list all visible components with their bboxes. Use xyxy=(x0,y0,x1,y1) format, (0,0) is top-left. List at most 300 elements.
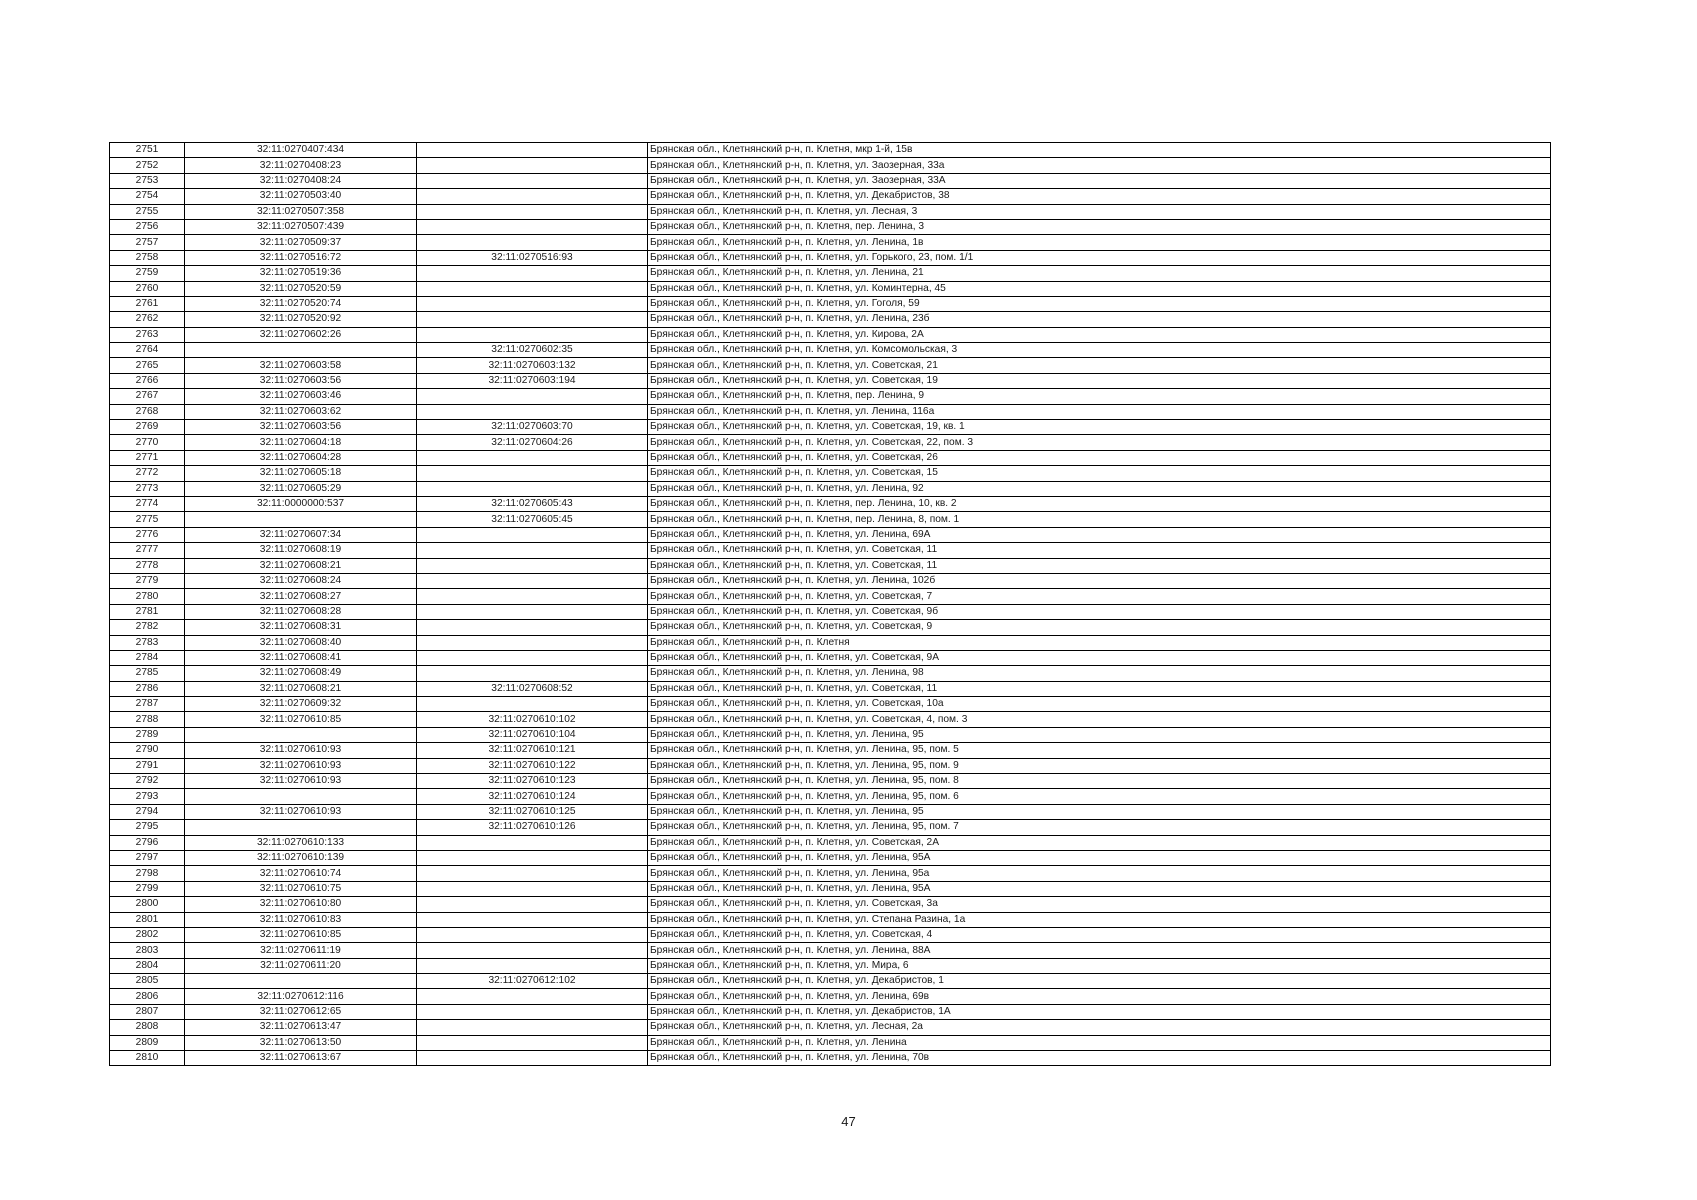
row-number-cell: 2787 xyxy=(110,697,185,712)
address-cell: Брянская обл., Клетнянский р-н, п. Клетня, ул. Советская, 19 xyxy=(648,373,1551,388)
table-body xyxy=(110,143,1551,1066)
cadastral-number-cell: 32:11:0270608:40 xyxy=(185,635,417,650)
row-number-cell: 2797 xyxy=(110,850,185,865)
cadastral-number-cell: 32:11:0270613:50 xyxy=(185,1035,417,1050)
row-number-cell: 2803 xyxy=(110,943,185,958)
row-number-cell: 2791 xyxy=(110,758,185,773)
table-row xyxy=(110,1004,1551,1019)
table-row xyxy=(110,881,1551,896)
table-row xyxy=(110,866,1551,881)
table-row xyxy=(110,681,1551,696)
related-cadastral-number-cell xyxy=(417,850,648,865)
related-cadastral-number-cell: 32:11:0270610:121 xyxy=(417,743,648,758)
cadastral-number-cell: 32:11:0270408:23 xyxy=(185,158,417,173)
table-row xyxy=(110,697,1551,712)
related-cadastral-number-cell xyxy=(417,1020,648,1035)
address-cell: Брянская обл., Клетнянский р-н, п. Клетня, ул. Коминтерна, 45 xyxy=(648,281,1551,296)
address-cell: Брянская обл., Клетнянский р-н, п. Клетня, ул. Советская, 19, кв. 1 xyxy=(648,420,1551,435)
row-number-cell: 2753 xyxy=(110,173,185,188)
row-number-cell: 2756 xyxy=(110,219,185,234)
related-cadastral-number-cell: 32:11:0270603:132 xyxy=(417,358,648,373)
table-row xyxy=(110,635,1551,650)
address-cell: Брянская обл., Клетнянский р-н, п. Клетня, ул. Декабристов, 38 xyxy=(648,189,1551,204)
cadastral-number-cell: 32:11:0270610:75 xyxy=(185,881,417,896)
table-row xyxy=(110,927,1551,942)
related-cadastral-number-cell: 32:11:0270610:126 xyxy=(417,820,648,835)
related-cadastral-number-cell xyxy=(417,404,648,419)
related-cadastral-number-cell xyxy=(417,481,648,496)
cadastral-number-cell xyxy=(185,343,417,358)
table-row xyxy=(110,1020,1551,1035)
address-cell: Брянская обл., Клетнянский р-н, п. Клетня, ул. Ленина, 98 xyxy=(648,666,1551,681)
table-row xyxy=(110,789,1551,804)
row-number-cell: 2775 xyxy=(110,512,185,527)
table-row xyxy=(110,727,1551,742)
address-cell: Брянская обл., Клетнянский р-н, п. Клетня, ул. Советская, 11 xyxy=(648,558,1551,573)
address-cell: Брянская обл., Клетнянский р-н, п. Клетня, ул. Ленина, 95а xyxy=(648,866,1551,881)
table-row xyxy=(110,219,1551,234)
row-number-cell: 2771 xyxy=(110,450,185,465)
row-number-cell: 2795 xyxy=(110,820,185,835)
table-row xyxy=(110,466,1551,481)
cadastral-number-cell: 32:11:0270608:41 xyxy=(185,650,417,665)
table-row xyxy=(110,850,1551,865)
table-row xyxy=(110,604,1551,619)
row-number-cell: 2751 xyxy=(110,143,185,158)
related-cadastral-number-cell: 32:11:0270610:125 xyxy=(417,804,648,819)
table-row xyxy=(110,143,1551,158)
cadastral-table xyxy=(109,142,1551,1066)
table-row xyxy=(110,204,1551,219)
related-cadastral-number-cell xyxy=(417,312,648,327)
row-number-cell: 2781 xyxy=(110,604,185,619)
table-row xyxy=(110,358,1551,373)
address-cell: Брянская обл., Клетнянский р-н, п. Клетня, ул. Горького, 23, пом. 1/1 xyxy=(648,250,1551,265)
address-cell: Брянская обл., Клетнянский р-н, п. Клетня, ул. Ленина, 92 xyxy=(648,481,1551,496)
table-row xyxy=(110,496,1551,511)
address-cell: Брянская обл., Клетнянский р-н, п. Клетня, ул. Ленина, 95А xyxy=(648,850,1551,865)
address-cell: Брянская обл., Клетнянский р-н, п. Клетня, ул. Советская, 7 xyxy=(648,589,1551,604)
related-cadastral-number-cell xyxy=(417,466,648,481)
cadastral-number-cell: 32:11:0270603:62 xyxy=(185,404,417,419)
table-row xyxy=(110,327,1551,342)
table-row xyxy=(110,266,1551,281)
table-row xyxy=(110,666,1551,681)
cadastral-number-cell: 32:11:0270407:434 xyxy=(185,143,417,158)
row-number-cell: 2783 xyxy=(110,635,185,650)
cadastral-number-cell: 32:11:0270610:85 xyxy=(185,927,417,942)
address-cell: Брянская обл., Клетнянский р-н, п. Клетня, ул. Советская, 21 xyxy=(648,358,1551,373)
cadastral-number-cell: 32:11:0270610:133 xyxy=(185,835,417,850)
cadastral-number-cell xyxy=(185,727,417,742)
address-cell: Брянская обл., Клетнянский р-н, п. Клетня, ул. Советская, 9 xyxy=(648,620,1551,635)
table-row xyxy=(110,435,1551,450)
row-number-cell: 2789 xyxy=(110,727,185,742)
table-row xyxy=(110,573,1551,588)
address-cell: Брянская обл., Клетнянский р-н, п. Клетня, ул. Советская, 11 xyxy=(648,681,1551,696)
related-cadastral-number-cell xyxy=(417,697,648,712)
table-row xyxy=(110,835,1551,850)
row-number-cell: 2780 xyxy=(110,589,185,604)
cadastral-number-cell: 32:11:0270608:28 xyxy=(185,604,417,619)
table-row xyxy=(110,743,1551,758)
address-cell: Брянская обл., Клетнянский р-н, п. Клетня, ул. Советская, 4 xyxy=(648,927,1551,942)
address-cell: Брянская обл., Клетнянский р-н, п. Клетня, ул. Ленина, 95, пом. 6 xyxy=(648,789,1551,804)
table-row xyxy=(110,404,1551,419)
cadastral-number-cell xyxy=(185,512,417,527)
related-cadastral-number-cell xyxy=(417,1004,648,1019)
related-cadastral-number-cell xyxy=(417,989,648,1004)
table-row xyxy=(110,343,1551,358)
cadastral-number-cell xyxy=(185,789,417,804)
row-number-cell: 2776 xyxy=(110,527,185,542)
table-row xyxy=(110,373,1551,388)
related-cadastral-number-cell: 32:11:0270612:102 xyxy=(417,974,648,989)
table-row xyxy=(110,389,1551,404)
cadastral-number-cell: 32:11:0270604:18 xyxy=(185,435,417,450)
row-number-cell: 2798 xyxy=(110,866,185,881)
row-number-cell: 2754 xyxy=(110,189,185,204)
address-cell: Брянская обл., Клетнянский р-н, п. Клетня xyxy=(648,635,1551,650)
related-cadastral-number-cell xyxy=(417,143,648,158)
related-cadastral-number-cell xyxy=(417,897,648,912)
row-number-cell: 2764 xyxy=(110,343,185,358)
address-cell: Брянская обл., Клетнянский р-н, п. Клетня, ул. Декабристов, 1А xyxy=(648,1004,1551,1019)
row-number-cell: 2762 xyxy=(110,312,185,327)
address-cell: Брянская обл., Клетнянский р-н, п. Клетня, ул. Степана Разина, 1а xyxy=(648,912,1551,927)
cadastral-number-cell: 32:11:0270609:32 xyxy=(185,697,417,712)
cadastral-number-cell: 32:11:0270613:47 xyxy=(185,1020,417,1035)
related-cadastral-number-cell: 32:11:0270610:123 xyxy=(417,774,648,789)
address-cell: Брянская обл., Клетнянский р-н, п. Клетня, мкр 1-й, 15в xyxy=(648,143,1551,158)
table-row xyxy=(110,712,1551,727)
cadastral-number-cell: 32:11:0270507:439 xyxy=(185,219,417,234)
row-number-cell: 2765 xyxy=(110,358,185,373)
cadastral-number-cell: 32:11:0270608:21 xyxy=(185,681,417,696)
related-cadastral-number-cell: 32:11:0270608:52 xyxy=(417,681,648,696)
address-cell: Брянская обл., Клетнянский р-н, п. Клетня, ул. Советская, 2А xyxy=(648,835,1551,850)
row-number-cell: 2778 xyxy=(110,558,185,573)
cadastral-number-cell: 32:11:0270613:67 xyxy=(185,1051,417,1066)
table-row xyxy=(110,189,1551,204)
address-cell: Брянская обл., Клетнянский р-н, п. Клетня, ул. Декабристов, 1 xyxy=(648,974,1551,989)
cadastral-number-cell: 32:11:0270603:46 xyxy=(185,389,417,404)
row-number-cell: 2767 xyxy=(110,389,185,404)
cadastral-number-cell: 32:11:0270610:80 xyxy=(185,897,417,912)
row-number-cell: 2807 xyxy=(110,1004,185,1019)
row-number-cell: 2804 xyxy=(110,958,185,973)
cadastral-number-cell: 32:11:0270610:93 xyxy=(185,743,417,758)
table-row xyxy=(110,281,1551,296)
address-cell: Брянская обл., Клетнянский р-н, п. Клетня, ул. Ленина, 88А xyxy=(648,943,1551,958)
table-row xyxy=(110,804,1551,819)
cadastral-number-cell: 32:11:0270603:56 xyxy=(185,373,417,388)
related-cadastral-number-cell: 32:11:0270603:194 xyxy=(417,373,648,388)
related-cadastral-number-cell xyxy=(417,866,648,881)
related-cadastral-number-cell xyxy=(417,219,648,234)
table-row xyxy=(110,173,1551,188)
table-row xyxy=(110,589,1551,604)
row-number-cell: 2786 xyxy=(110,681,185,696)
related-cadastral-number-cell xyxy=(417,650,648,665)
related-cadastral-number-cell: 32:11:0270610:104 xyxy=(417,727,648,742)
address-cell: Брянская обл., Клетнянский р-н, п. Клетня, ул. Ленина, 21 xyxy=(648,266,1551,281)
cadastral-number-cell: 32:11:0270408:24 xyxy=(185,173,417,188)
row-number-cell: 2759 xyxy=(110,266,185,281)
address-cell: Брянская обл., Клетнянский р-н, п. Клетня, ул. Советская, 9б xyxy=(648,604,1551,619)
table-row xyxy=(110,420,1551,435)
related-cadastral-number-cell xyxy=(417,327,648,342)
related-cadastral-number-cell xyxy=(417,1035,648,1050)
cadastral-number-cell: 32:11:0270603:56 xyxy=(185,420,417,435)
related-cadastral-number-cell xyxy=(417,173,648,188)
table-row xyxy=(110,943,1551,958)
related-cadastral-number-cell: 32:11:0270610:102 xyxy=(417,712,648,727)
table-row xyxy=(110,620,1551,635)
address-cell: Брянская обл., Клетнянский р-н, п. Клетня, ул. Заозерная, 33а xyxy=(648,158,1551,173)
cadastral-number-cell: 32:11:0270605:18 xyxy=(185,466,417,481)
row-number-cell: 2774 xyxy=(110,496,185,511)
cadastral-number-cell: 32:11:0270520:74 xyxy=(185,296,417,311)
address-cell: Брянская обл., Клетнянский р-н, п. Клетня, ул. Советская, 9А xyxy=(648,650,1551,665)
row-number-cell: 2770 xyxy=(110,435,185,450)
cadastral-number-cell: 32:11:0270610:93 xyxy=(185,758,417,773)
row-number-cell: 2760 xyxy=(110,281,185,296)
row-number-cell: 2777 xyxy=(110,543,185,558)
row-number-cell: 2769 xyxy=(110,420,185,435)
related-cadastral-number-cell: 32:11:0270610:122 xyxy=(417,758,648,773)
cadastral-number-cell: 32:11:0270520:92 xyxy=(185,312,417,327)
row-number-cell: 2772 xyxy=(110,466,185,481)
page-number: 47 xyxy=(841,1114,856,1129)
address-cell: Брянская обл., Клетнянский р-н, п. Клетня, ул. Мира, 6 xyxy=(648,958,1551,973)
cadastral-number-cell: 32:11:0270612:116 xyxy=(185,989,417,1004)
related-cadastral-number-cell xyxy=(417,912,648,927)
address-cell: Брянская обл., Клетнянский р-н, п. Клетня, пер. Ленина, 9 xyxy=(648,389,1551,404)
related-cadastral-number-cell: 32:11:0270610:124 xyxy=(417,789,648,804)
cadastral-number-cell: 32:11:0270610:85 xyxy=(185,712,417,727)
cadastral-number-cell: 32:11:0270520:59 xyxy=(185,281,417,296)
row-number-cell: 2809 xyxy=(110,1035,185,1050)
address-cell: Брянская обл., Клетнянский р-н, п. Клетня, ул. Ленина, 23б xyxy=(648,312,1551,327)
related-cadastral-number-cell xyxy=(417,389,648,404)
address-cell: Брянская обл., Клетнянский р-н, п. Клетня, ул. Ленина, 1в xyxy=(648,235,1551,250)
table-row xyxy=(110,989,1551,1004)
row-number-cell: 2799 xyxy=(110,881,185,896)
cadastral-number-cell: 32:11:0270507:358 xyxy=(185,204,417,219)
table-row xyxy=(110,758,1551,773)
row-number-cell: 2758 xyxy=(110,250,185,265)
row-number-cell: 2793 xyxy=(110,789,185,804)
related-cadastral-number-cell xyxy=(417,589,648,604)
cadastral-number-cell: 32:11:0270605:29 xyxy=(185,481,417,496)
table-row xyxy=(110,820,1551,835)
related-cadastral-number-cell: 32:11:0270516:93 xyxy=(417,250,648,265)
row-number-cell: 2782 xyxy=(110,620,185,635)
address-cell: Брянская обл., Клетнянский р-н, п. Клетня, ул. Комсомольская, 3 xyxy=(648,343,1551,358)
related-cadastral-number-cell xyxy=(417,266,648,281)
related-cadastral-number-cell xyxy=(417,604,648,619)
address-cell: Брянская обл., Клетнянский р-н, п. Клетня, ул. Заозерная, 33А xyxy=(648,173,1551,188)
table-row xyxy=(110,958,1551,973)
row-number-cell: 2792 xyxy=(110,774,185,789)
cadastral-number-cell: 32:11:0270603:58 xyxy=(185,358,417,373)
table-row xyxy=(110,512,1551,527)
address-cell: Брянская обл., Клетнянский р-н, п. Клетня, пер. Ленина, 10, кв. 2 xyxy=(648,496,1551,511)
related-cadastral-number-cell xyxy=(417,835,648,850)
address-cell: Брянская обл., Клетнянский р-н, п. Клетня, ул. Ленина, 95 xyxy=(648,804,1551,819)
address-cell: Брянская обл., Клетнянский р-н, п. Клетня, ул. Лесная, 2а xyxy=(648,1020,1551,1035)
cadastral-number-cell xyxy=(185,820,417,835)
row-number-cell: 2800 xyxy=(110,897,185,912)
address-cell: Брянская обл., Клетнянский р-н, п. Клетня, ул. Кирова, 2А xyxy=(648,327,1551,342)
row-number-cell: 2773 xyxy=(110,481,185,496)
address-cell: Брянская обл., Клетнянский р-н, п. Клетня, ул. Советская, 4, пом. 3 xyxy=(648,712,1551,727)
address-cell: Брянская обл., Клетнянский р-н, п. Клетня, ул. Советская, 11 xyxy=(648,543,1551,558)
address-cell: Брянская обл., Клетнянский р-н, п. Клетня, ул. Ленина, 95, пом. 9 xyxy=(648,758,1551,773)
related-cadastral-number-cell xyxy=(417,296,648,311)
row-number-cell: 2796 xyxy=(110,835,185,850)
cadastral-number-cell xyxy=(185,974,417,989)
row-number-cell: 2801 xyxy=(110,912,185,927)
cadastral-number-cell: 32:11:0270519:36 xyxy=(185,266,417,281)
table-row xyxy=(110,158,1551,173)
related-cadastral-number-cell xyxy=(417,158,648,173)
row-number-cell: 2808 xyxy=(110,1020,185,1035)
related-cadastral-number-cell xyxy=(417,450,648,465)
row-number-cell: 2755 xyxy=(110,204,185,219)
row-number-cell: 2794 xyxy=(110,804,185,819)
row-number-cell: 2779 xyxy=(110,573,185,588)
related-cadastral-number-cell xyxy=(417,958,648,973)
related-cadastral-number-cell xyxy=(417,927,648,942)
table-row xyxy=(110,235,1551,250)
address-cell: Брянская обл., Клетнянский р-н, п. Клетня, ул. Советская, 26 xyxy=(648,450,1551,465)
row-number-cell: 2766 xyxy=(110,373,185,388)
row-number-cell: 2785 xyxy=(110,666,185,681)
address-cell: Брянская обл., Клетнянский р-н, п. Клетня, пер. Ленина, 8, пом. 1 xyxy=(648,512,1551,527)
address-cell: Брянская обл., Клетнянский р-н, п. Клетня, ул. Лесная, 3 xyxy=(648,204,1551,219)
cadastral-number-cell: 32:11:0270608:27 xyxy=(185,589,417,604)
address-cell: Брянская обл., Клетнянский р-н, п. Клетня, ул. Ленина, 95 xyxy=(648,727,1551,742)
row-number-cell: 2761 xyxy=(110,296,185,311)
cadastral-number-cell: 32:11:0270608:49 xyxy=(185,666,417,681)
row-number-cell: 2768 xyxy=(110,404,185,419)
cadastral-number-cell: 32:11:0270610:74 xyxy=(185,866,417,881)
cadastral-number-cell: 32:11:0270608:19 xyxy=(185,543,417,558)
table-row xyxy=(110,1051,1551,1066)
cadastral-number-cell: 32:11:0270604:28 xyxy=(185,450,417,465)
related-cadastral-number-cell xyxy=(417,527,648,542)
table-row xyxy=(110,650,1551,665)
cadastral-number-cell: 32:11:0270608:31 xyxy=(185,620,417,635)
table-row xyxy=(110,250,1551,265)
cadastral-number-cell: 32:11:0000000:537 xyxy=(185,496,417,511)
related-cadastral-number-cell xyxy=(417,189,648,204)
address-cell: Брянская обл., Клетнянский р-н, п. Клетня, пер. Ленина, 3 xyxy=(648,219,1551,234)
cadastral-number-cell: 32:11:0270503:40 xyxy=(185,189,417,204)
related-cadastral-number-cell xyxy=(417,881,648,896)
table-row xyxy=(110,1035,1551,1050)
row-number-cell: 2805 xyxy=(110,974,185,989)
row-number-cell: 2790 xyxy=(110,743,185,758)
address-cell: Брянская обл., Клетнянский р-н, п. Клетня, ул. Ленина, 116а xyxy=(648,404,1551,419)
related-cadastral-number-cell xyxy=(417,204,648,219)
table-row xyxy=(110,527,1551,542)
cadastral-number-cell: 32:11:0270516:72 xyxy=(185,250,417,265)
table-row xyxy=(110,296,1551,311)
address-cell: Брянская обл., Клетнянский р-н, п. Клетня, ул. Советская, 15 xyxy=(648,466,1551,481)
table-row xyxy=(110,558,1551,573)
related-cadastral-number-cell xyxy=(417,573,648,588)
related-cadastral-number-cell xyxy=(417,1051,648,1066)
address-cell: Брянская обл., Клетнянский р-н, п. Клетня, ул. Ленина, 95, пом. 8 xyxy=(648,774,1551,789)
cadastral-number-cell: 32:11:0270607:34 xyxy=(185,527,417,542)
cadastral-number-cell: 32:11:0270610:83 xyxy=(185,912,417,927)
related-cadastral-number-cell: 32:11:0270605:43 xyxy=(417,496,648,511)
address-cell: Брянская обл., Клетнянский р-н, п. Клетня, ул. Ленина, 95, пом. 7 xyxy=(648,820,1551,835)
related-cadastral-number-cell xyxy=(417,235,648,250)
table-row xyxy=(110,774,1551,789)
table-row xyxy=(110,481,1551,496)
related-cadastral-number-cell xyxy=(417,281,648,296)
table-row xyxy=(110,974,1551,989)
cadastral-number-cell: 32:11:0270509:37 xyxy=(185,235,417,250)
related-cadastral-number-cell xyxy=(417,558,648,573)
row-number-cell: 2802 xyxy=(110,927,185,942)
cadastral-number-cell: 32:11:0270612:65 xyxy=(185,1004,417,1019)
address-cell: Брянская обл., Клетнянский р-н, п. Клетня, ул. Ленина, 95А xyxy=(648,881,1551,896)
row-number-cell: 2806 xyxy=(110,989,185,1004)
address-cell: Брянская обл., Клетнянский р-н, п. Клетня, ул. Ленина, 69в xyxy=(648,989,1551,1004)
related-cadastral-number-cell: 32:11:0270602:35 xyxy=(417,343,648,358)
related-cadastral-number-cell xyxy=(417,620,648,635)
related-cadastral-number-cell xyxy=(417,666,648,681)
cadastral-number-cell: 32:11:0270611:20 xyxy=(185,958,417,973)
address-cell: Брянская обл., Клетнянский р-н, п. Клетня, ул. Гоголя, 59 xyxy=(648,296,1551,311)
address-cell: Брянская обл., Клетнянский р-н, п. Клетня, ул. Советская, 3а xyxy=(648,897,1551,912)
row-number-cell: 2757 xyxy=(110,235,185,250)
related-cadastral-number-cell xyxy=(417,543,648,558)
address-cell: Брянская обл., Клетнянский р-н, п. Клетня, ул. Ленина, 69А xyxy=(648,527,1551,542)
related-cadastral-number-cell xyxy=(417,943,648,958)
address-cell: Брянская обл., Клетнянский р-н, п. Клетня, ул. Ленина, 95, пом. 5 xyxy=(648,743,1551,758)
table-row xyxy=(110,543,1551,558)
cadastral-number-cell: 32:11:0270608:24 xyxy=(185,573,417,588)
address-cell: Брянская обл., Клетнянский р-н, п. Клетня, ул. Ленина, 102б xyxy=(648,573,1551,588)
table-row xyxy=(110,312,1551,327)
row-number-cell: 2784 xyxy=(110,650,185,665)
related-cadastral-number-cell: 32:11:0270604:26 xyxy=(417,435,648,450)
cadastral-number-cell: 32:11:0270610:139 xyxy=(185,850,417,865)
cadastral-number-cell: 32:11:0270602:26 xyxy=(185,327,417,342)
related-cadastral-number-cell xyxy=(417,635,648,650)
address-cell: Брянская обл., Клетнянский р-н, п. Клетня, ул. Ленина, 70в xyxy=(648,1051,1551,1066)
row-number-cell: 2763 xyxy=(110,327,185,342)
address-cell: Брянская обл., Клетнянский р-н, п. Клетня, ул. Ленина xyxy=(648,1035,1551,1050)
row-number-cell: 2752 xyxy=(110,158,185,173)
address-cell: Брянская обл., Клетнянский р-н, п. Клетня, ул. Советская, 22, пом. 3 xyxy=(648,435,1551,450)
cadastral-number-cell: 32:11:0270610:93 xyxy=(185,774,417,789)
table-row xyxy=(110,450,1551,465)
table-row xyxy=(110,912,1551,927)
related-cadastral-number-cell: 32:11:0270603:70 xyxy=(417,420,648,435)
table-row xyxy=(110,897,1551,912)
row-number-cell: 2810 xyxy=(110,1051,185,1066)
cadastral-number-cell: 32:11:0270611:19 xyxy=(185,943,417,958)
cadastral-number-cell: 32:11:0270610:93 xyxy=(185,804,417,819)
cadastral-number-cell: 32:11:0270608:21 xyxy=(185,558,417,573)
